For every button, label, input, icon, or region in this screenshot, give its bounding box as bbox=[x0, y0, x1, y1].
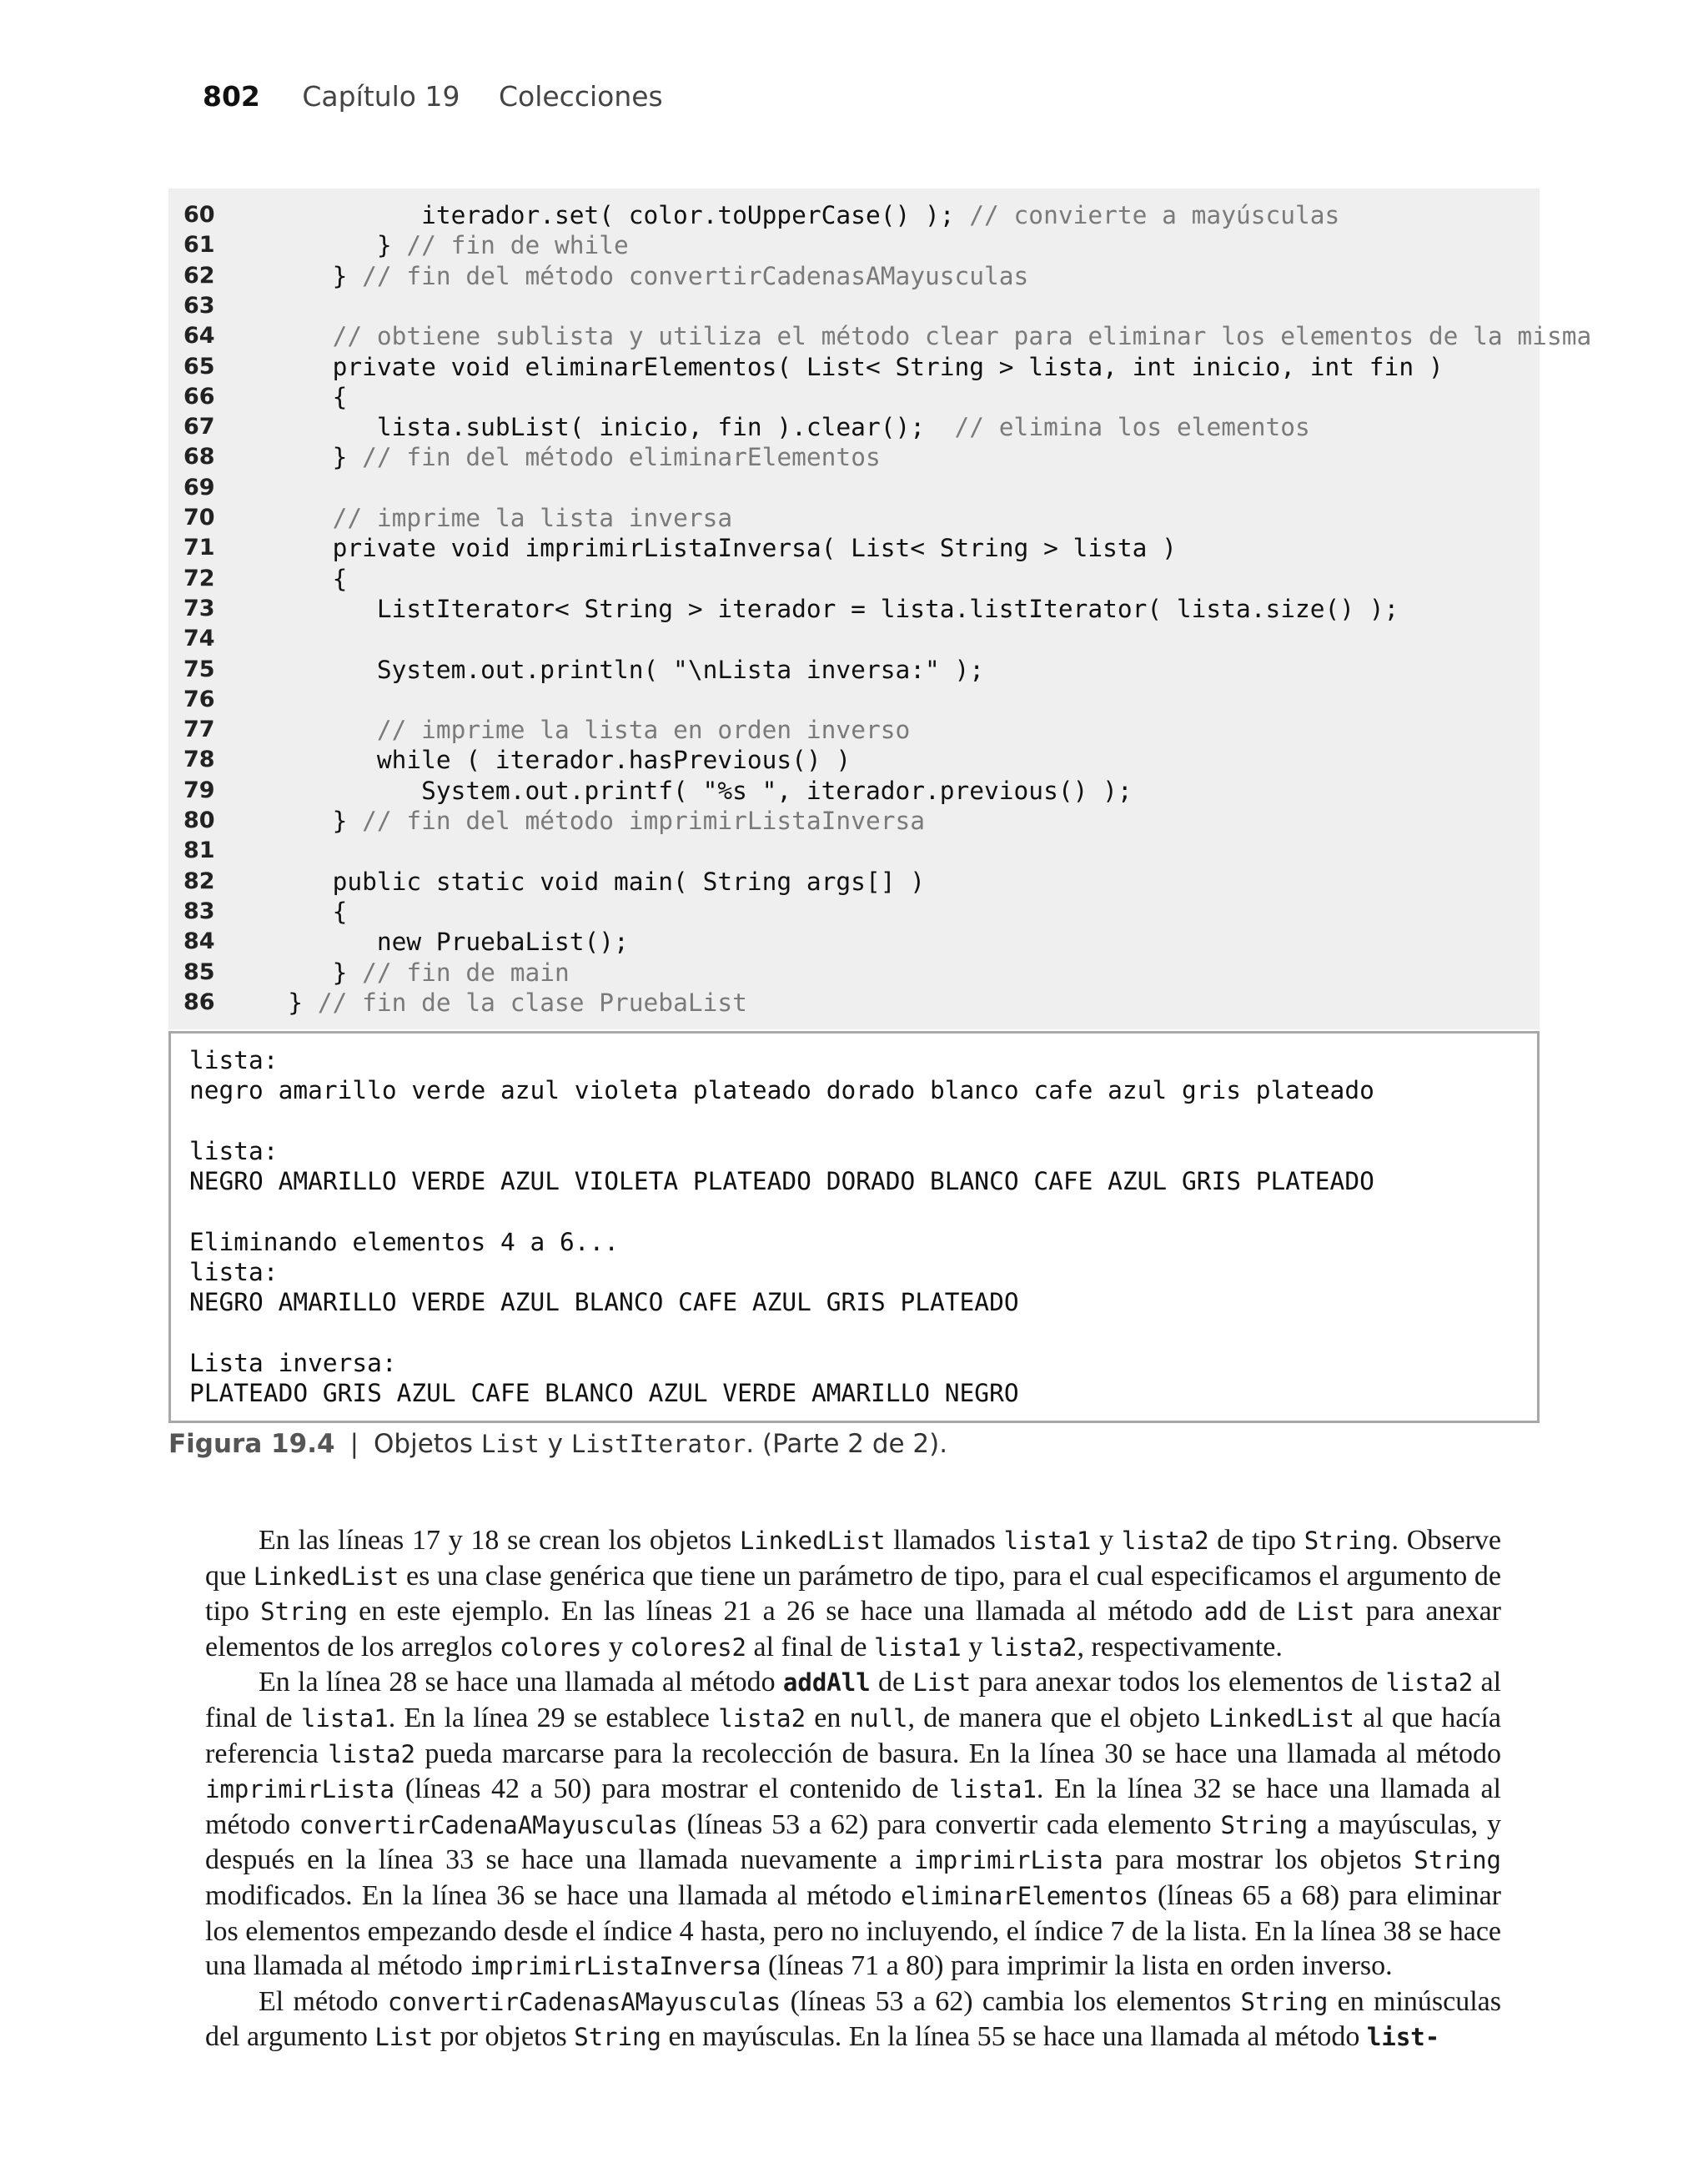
code-text bbox=[244, 958, 570, 988]
text-run: En las líneas 17 y 18 se crean los objetos bbox=[259, 1525, 740, 1556]
line-number: 86 bbox=[183, 988, 215, 1015]
code-statement: System.out.println( "\nLista inversa:" ); bbox=[244, 655, 985, 684]
code-text bbox=[244, 988, 747, 1018]
text-run: al final de bbox=[746, 1631, 874, 1662]
code-statement: new PruebaList(); bbox=[244, 928, 629, 957]
code-statement bbox=[244, 716, 377, 744]
code-text bbox=[244, 927, 629, 957]
inline-code: String bbox=[1240, 1987, 1329, 2016]
text-run: modificados. En la línea 36 se hace una llamada al método bbox=[205, 1879, 902, 1911]
text-run: para anexar elementos de los arreglos bbox=[205, 1596, 1501, 1662]
caption-code: List bbox=[480, 1430, 540, 1458]
text-run: y bbox=[961, 1631, 990, 1662]
line-number: 80 bbox=[183, 807, 215, 833]
inline-code-bold: list- bbox=[1366, 2023, 1440, 2052]
line-number: 72 bbox=[183, 565, 215, 591]
text-run: para anexar todos los elementos de bbox=[971, 1667, 1386, 1698]
text-run: . Observe que bbox=[205, 1525, 1502, 1592]
code-listing bbox=[168, 189, 1592, 1029]
code-comment: // fin de while bbox=[406, 231, 629, 260]
code-text bbox=[244, 745, 851, 775]
line-number: 61 bbox=[183, 232, 215, 259]
line-number: 73 bbox=[183, 595, 215, 621]
line-number: 62 bbox=[183, 262, 215, 289]
text-run: en minúsculas del argumento bbox=[205, 1985, 1502, 2053]
caption-text: y bbox=[539, 1429, 571, 1459]
inline-code: lista1 bbox=[300, 1703, 389, 1733]
line-number: 83 bbox=[183, 898, 215, 924]
code-statement: while ( iterador.hasPrevious() ) bbox=[244, 746, 851, 775]
inline-code: lista2 bbox=[1121, 1527, 1209, 1555]
inline-code: String bbox=[260, 1597, 348, 1627]
output-line: Lista inversa: bbox=[189, 1349, 397, 1377]
code-text bbox=[244, 867, 925, 897]
line-number: 76 bbox=[183, 686, 215, 712]
figure-caption bbox=[168, 1429, 947, 1466]
inline-code: List bbox=[374, 2023, 434, 2052]
code-statement: } bbox=[244, 231, 407, 260]
page-number: 802 bbox=[203, 80, 260, 113]
inline-code: String bbox=[1304, 1527, 1392, 1555]
inline-code: null bbox=[849, 1703, 908, 1733]
code-statement: private void eliminarElementos( List< String > lista, int inicio, int fin ) bbox=[244, 352, 1444, 381]
code-statement: public static void main( String args[] ) bbox=[244, 867, 925, 896]
code-text bbox=[244, 655, 984, 685]
caption-code: ListIterator bbox=[570, 1430, 746, 1458]
code-statement: } bbox=[244, 988, 318, 1017]
output-line: NEGRO AMARILLO VERDE AZUL BLANCO CAFE AZUL GRIS PLATEADO bbox=[189, 1288, 1019, 1317]
inline-code: lista1 bbox=[949, 1775, 1037, 1804]
text-run: para mostrar los objetos bbox=[1103, 1844, 1414, 1876]
page-header bbox=[203, 80, 663, 120]
inline-code: eliminarElementos bbox=[901, 1881, 1148, 1910]
code-comment: // fin del método imprimirListaInversa bbox=[362, 807, 925, 835]
output-line: lista: bbox=[189, 1258, 279, 1287]
code-statement: System.out.printf( "%s ", iterador.previous() ); bbox=[244, 776, 1133, 805]
inline-code: convertirCadenaAMayusculas bbox=[299, 1810, 678, 1839]
code-text bbox=[244, 352, 1444, 382]
inline-code: lista2 bbox=[989, 1632, 1078, 1662]
code-text bbox=[244, 321, 1591, 351]
inline-code: String bbox=[1414, 1846, 1501, 1875]
line-number: 84 bbox=[183, 928, 215, 955]
line-number: 78 bbox=[183, 747, 215, 773]
line-number: 69 bbox=[183, 474, 215, 500]
body-text bbox=[205, 1523, 1501, 2055]
inline-code: List bbox=[1296, 1597, 1355, 1627]
code-text bbox=[244, 533, 1177, 563]
inline-code: colores bbox=[500, 1632, 602, 1662]
inline-code: imprimirLista bbox=[205, 1775, 394, 1804]
line-number: 67 bbox=[183, 414, 215, 440]
text-run: pueda marcarse para la recolección de basura. En la línea 30 se hace una llamada al método bbox=[414, 1738, 1501, 1769]
line-number: 79 bbox=[183, 777, 215, 803]
caption-text: . (Parte 2 de 2). bbox=[746, 1429, 948, 1459]
code-comment: // fin del método convertirCadenasAMayusculas bbox=[362, 261, 1029, 290]
code-statement: } bbox=[244, 443, 363, 472]
line-number: 66 bbox=[183, 383, 215, 410]
line-number: 75 bbox=[183, 656, 215, 682]
code-statement: } bbox=[244, 807, 363, 835]
inline-code: String bbox=[574, 2023, 661, 2052]
code-text bbox=[244, 897, 347, 927]
code-comment: // convierte a mayúsculas bbox=[969, 201, 1340, 229]
text-run: . En la línea 29 se establece bbox=[388, 1702, 719, 1733]
code-statement: ListIterator< String > iterador = lista.listIterator( lista.size() ); bbox=[244, 594, 1399, 623]
inline-code: LinkedList bbox=[739, 1527, 886, 1555]
code-text bbox=[244, 806, 925, 836]
code-statement: private void imprimirListaInversa( List< String > lista ) bbox=[244, 534, 1177, 563]
inline-code: add bbox=[1203, 1597, 1248, 1627]
code-comment: // fin de la clase PruebaList bbox=[317, 988, 747, 1017]
line-number: 77 bbox=[183, 717, 215, 743]
paragraph bbox=[205, 1665, 1501, 1984]
text-run: . En la línea 32 se hace una llamada al método bbox=[205, 1773, 1501, 1840]
code-comment: // fin de main bbox=[362, 958, 570, 987]
inline-code: lista2 bbox=[718, 1703, 806, 1733]
text-run: llamados bbox=[885, 1525, 1004, 1556]
chapter-title: Capítulo 19 bbox=[302, 80, 460, 113]
text-run: de tipo bbox=[1208, 1525, 1304, 1556]
code-text bbox=[244, 412, 1310, 442]
code-statement bbox=[244, 504, 333, 532]
text-run: , de manera que el objeto bbox=[907, 1702, 1209, 1733]
code-text bbox=[244, 261, 1028, 291]
code-statement bbox=[244, 322, 333, 350]
inline-code: colores2 bbox=[630, 1632, 747, 1662]
code-text bbox=[244, 776, 1133, 806]
inline-code: imprimirListaInversa bbox=[470, 1952, 761, 1981]
inline-code: convertirCadenasAMayusculas bbox=[387, 1987, 781, 2016]
inline-code: lista2 bbox=[1385, 1668, 1474, 1698]
text-run: al que hacía referencia bbox=[205, 1702, 1501, 1769]
inline-code: String bbox=[1220, 1810, 1309, 1839]
code-text bbox=[244, 382, 347, 412]
text-run: (líneas 65 a 68) para eliminar los elementos empezando desde el índice 4 hasta, pero no incluyendo, el índice 7 de la lista. En la línea 38 se hace una llamada al método bbox=[205, 1879, 1501, 1982]
text-run: El método bbox=[259, 1985, 388, 2017]
text-run: y bbox=[601, 1631, 630, 1662]
code-comment: // imprime la lista en orden inverso bbox=[376, 716, 911, 745]
code-text bbox=[244, 230, 629, 260]
output-line: lista: bbox=[189, 1046, 279, 1074]
output-line: NEGRO AMARILLO VERDE AZUL VIOLETA PLATEADO DORADO BLANCO CAFE AZUL GRIS PLATEADO bbox=[189, 1167, 1374, 1196]
line-number: 60 bbox=[183, 202, 215, 228]
line-number: 65 bbox=[183, 353, 215, 380]
inline-code: LinkedList bbox=[253, 1562, 399, 1591]
line-number: 85 bbox=[183, 958, 215, 985]
text-run: de bbox=[1247, 1596, 1297, 1627]
output-line: PLATEADO GRIS AZUL CAFE BLANCO AZUL VERDE AMARILLO NEGRO bbox=[189, 1379, 1019, 1408]
code-statement: } bbox=[244, 261, 363, 290]
output-line: lista: bbox=[189, 1136, 279, 1165]
output-line: negro amarillo verde azul violeta plateado dorado blanco cafe azul gris plateado bbox=[189, 1076, 1374, 1105]
text-run: por objetos bbox=[433, 2021, 575, 2053]
inline-code: lista1 bbox=[1003, 1527, 1092, 1555]
text-run: (líneas 71 a 80) para imprimir la lista en orden inverso. bbox=[761, 1950, 1393, 1982]
code-text bbox=[244, 503, 732, 533]
paragraph bbox=[205, 1523, 1501, 1665]
code-statement: lista.subList( inicio, fin ).clear(); bbox=[244, 413, 955, 442]
section-title: Colecciones bbox=[498, 80, 663, 113]
inline-code-bold: addAll bbox=[782, 1668, 871, 1698]
code-comment: // obtiene sublista y utiliza el método clear para eliminar los elementos de la misma bbox=[332, 322, 1592, 351]
line-number: 68 bbox=[183, 444, 215, 470]
code-statement: { bbox=[244, 564, 348, 593]
figure-label: Figura 19.4 bbox=[168, 1429, 335, 1459]
text-run: de bbox=[870, 1667, 913, 1698]
text-run: , respectivamente. bbox=[1077, 1631, 1283, 1662]
line-number: 74 bbox=[183, 626, 215, 652]
text-run: (líneas 53 a 62) para convertir cada elemento bbox=[677, 1808, 1221, 1840]
code-text bbox=[244, 442, 881, 472]
line-number: 71 bbox=[183, 535, 215, 561]
code-statement: { bbox=[244, 382, 348, 411]
code-statement: } bbox=[244, 958, 363, 987]
inline-code: imprimirLista bbox=[913, 1846, 1103, 1875]
line-number: 70 bbox=[183, 505, 215, 531]
code-text bbox=[244, 594, 1399, 624]
line-number: 63 bbox=[183, 292, 215, 319]
code-text bbox=[244, 564, 347, 594]
caption-text: Objetos bbox=[374, 1429, 481, 1459]
caption-separator: | bbox=[349, 1429, 359, 1459]
line-number: 64 bbox=[183, 323, 215, 350]
text-run: al final de bbox=[205, 1667, 1502, 1733]
code-statement: iterador.set( color.toUpperCase() ); bbox=[244, 201, 970, 229]
text-run: y bbox=[1091, 1525, 1122, 1556]
text-run: en mayúsculas. En la línea 55 se hace una llamada al método bbox=[661, 2021, 1367, 2053]
line-number: 82 bbox=[183, 868, 215, 894]
paragraph bbox=[205, 1984, 1501, 2055]
code-statement: { bbox=[244, 897, 348, 926]
text-run: (líneas 53 a 62) cambia los elementos bbox=[781, 1985, 1241, 2017]
text-run: En la línea 28 se hace una llamada al método bbox=[259, 1667, 783, 1698]
text-run: en este ejemplo. En las líneas 21 a 26 se hace una llamada al método bbox=[347, 1596, 1204, 1627]
inline-code: lista2 bbox=[328, 1739, 415, 1768]
code-text bbox=[244, 200, 1339, 230]
text-run: en bbox=[806, 1702, 850, 1733]
inline-code: List bbox=[912, 1668, 972, 1698]
text-run: (líneas 42 a 50) para mostrar el contenido de bbox=[394, 1773, 950, 1805]
text-run: a mayúsculas, y después en la línea 33 se hace una llamada nuevamente a bbox=[205, 1808, 1502, 1876]
code-text bbox=[244, 715, 910, 745]
program-output bbox=[168, 1031, 1540, 1423]
inline-code: LinkedList bbox=[1208, 1703, 1354, 1733]
text-run: es una clase genérica que tiene un parámetro de tipo, para el cual especificamos el argumento de tipo bbox=[205, 1560, 1501, 1627]
inline-code: lista1 bbox=[873, 1632, 962, 1662]
code-comment: // fin del método eliminarElementos bbox=[362, 443, 881, 472]
code-comment: // imprime la lista inversa bbox=[332, 504, 733, 532]
output-line: Eliminando elementos 4 a 6... bbox=[189, 1227, 620, 1256]
line-number: 81 bbox=[183, 837, 215, 864]
code-comment: // elimina los elementos bbox=[954, 413, 1310, 442]
